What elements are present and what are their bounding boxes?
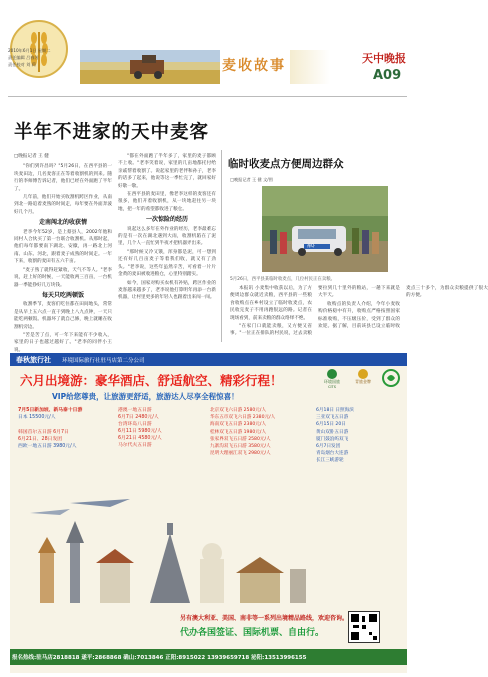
route-line: 长江三峡游轮 xyxy=(316,458,344,464)
column-divider xyxy=(221,150,222,342)
side-article-body xyxy=(230,285,488,343)
main-article-col2 xyxy=(118,153,216,345)
page-code: A09 xyxy=(373,68,402,83)
byline: □晚报记者 王 健 xyxy=(14,154,49,159)
banner-fade xyxy=(290,50,330,84)
side-caption xyxy=(230,276,400,284)
cits-badge xyxy=(318,369,346,391)
photo-plate: 豫Q· xyxy=(307,243,316,248)
main-article-col1 xyxy=(14,153,112,353)
paragraph: 在西平县的麦田里，像老李这样的麦客还有很多，他们开着收割机，从一块地赶往另一块地，把一年的希望都收进了粮仓。 xyxy=(118,192,216,212)
paragraph: 收购点的负责人介绍，今年小麦收购价格稳中有升，收购点严格按照国家标准收购，不压级压价，受到了群众的欢迎。据了解，目前该县已设立临时收麦点三十多个，为群众卖粮提供了很大的方便。 xyxy=(318,286,488,330)
medal-icon xyxy=(358,369,368,379)
ad-col2 xyxy=(118,407,204,449)
qr-code-icon xyxy=(348,611,380,643)
badge-label: 环境国旅 xyxy=(324,379,340,384)
route-line: 昆明大理丽江双飞 2980元/人 xyxy=(210,451,271,457)
date-line: 2010年6月1日 星期二 xyxy=(8,48,51,53)
badge-sub: CITS xyxy=(328,385,336,389)
route-line: 黄山双卧五日游 xyxy=(316,429,349,435)
subhead: 每天只吃两顿饭 xyxy=(41,291,84,299)
paragraph: "苦是苦了点，可一年下来能有不少收入，家里的日子也越过越好了。"老李的同伴小王说。 xyxy=(14,332,112,353)
section-title: 麦收故事 xyxy=(222,58,286,74)
route-line: 厦门鼓浪屿双飞 xyxy=(316,436,349,442)
gold-badge xyxy=(350,369,376,391)
route-line: 韩国首尔五日游 6月7日 xyxy=(18,430,69,435)
route-line: 6月21日、28日发团 xyxy=(18,437,63,442)
ad-col4 xyxy=(316,407,402,465)
editor-line: 责任编辑 吕春芳 xyxy=(8,55,39,60)
route-line: 6月7日发团 xyxy=(316,444,341,450)
route-line: 港澳一地五日游 xyxy=(118,408,152,413)
route-line: 九寨沟双飞五日游 3580元/人 xyxy=(210,444,271,450)
route-line: 三亚双飞五日游 xyxy=(316,415,349,421)
route-line: 6月21日 4580元/人 xyxy=(118,436,162,441)
route-line: 6月18日 日照海滨 xyxy=(316,408,354,413)
harvest-banner-photo xyxy=(80,50,220,84)
caption-text: 5月26日，西平县某临时收麦点，几位村民正在卖粮。 xyxy=(230,277,335,282)
paragraph: 老李今年52岁，是上蔡县人，2002年他和同村人合伙买了第一台联合收割机。从那时起，他们每年都要南下湖北、安徽，再一路北上河南、山东、河北，跟着麦子成熟的时间走。一年下来，收割的麦田有五六千亩。 xyxy=(14,229,112,265)
landmarks-illustration xyxy=(10,473,407,623)
badge-label: 青旅金牌 xyxy=(355,379,371,384)
paragraph: "麦子熟了就得赶紧收，天气不等人。"老李说，赶上好的时候，一天能收两三百亩，一台机器一季能挣好几万块钱。 xyxy=(14,267,112,288)
route-line: 马尔代夫五日游 xyxy=(118,443,152,448)
intro-paragraph: "你们到许昌吗？"5月26日，在西平县的一块麦田边，几名麦客正在等着收割机的到来。随行的李师傅告诉记者，他们已经在外面跑了半年了。 xyxy=(14,164,112,192)
paragraph: 本报讯 小麦集中收获以后，为了方便周边群众就近卖粮，西平县的一些粮食收购点在乡村设立了临时收麦点，农民收完麦子不用再跑很远的路。记者在现场看到，前来卖粮的群众络绎不绝。 xyxy=(230,286,312,321)
ad-col3 xyxy=(210,407,310,457)
route-line: 日本 15500元/人 xyxy=(18,415,56,420)
paper-name: 天中晚报 xyxy=(362,52,406,65)
travel-ad xyxy=(10,353,407,673)
route-line: 6月15日 20日 xyxy=(316,422,346,428)
contact-line: 报名热线:驻马店2818818 遂平:2868868 确山:7013846 正阳:8915022 13939659718 泌阳:13513996155 xyxy=(12,655,307,661)
subhead: 一次惊险的经历 xyxy=(145,216,188,224)
paragraph: 收割季节，麦客们吃住都在田间地头，常常是从早上五六点一直干到晚上八九点钟，一天只能吃两顿饭。机器坏了就自己修，晚上就睡在收割机旁边。 xyxy=(14,302,112,330)
header-rule xyxy=(8,96,407,97)
side-headline: 临时收麦点方便周边群众 xyxy=(228,158,344,170)
paragraph: "那时候又冷又饿，浑身都是泥，可一想到还有好几百亩麦子等着我们收，就又有了劲头。"老李说，这些年虽然辛苦，可看着一片片金黄的麦田被收进粮仓，心里特别踏实。 xyxy=(118,249,216,278)
paragraph: 说起这么多年在外作业的经历，老李最难忘的是有一次在湖北遇到大雨，收割机陷在了泥里，几个人一直忙到半夜才把机器弄出来。 xyxy=(118,226,216,247)
paragraph: "都在外面跑了半年多了，家里的麦子都顾不上收。"老李笑着说，家里的几亩地都托付给亲戚帮着收割了。说起家里的老伴和孙子，老李的话多了起来，他说等这一季忙完了，就回家好好歇一歇。 xyxy=(118,154,216,189)
ad-bottom-line1: 另有澳大利亚、美国、南非等一系列出境精品路线，欢迎咨询。 xyxy=(180,615,349,622)
route-line: 桂林双飞五日游 1980元/人 xyxy=(210,429,267,435)
agency-sub: 环境国际旅行社驻马店第二分公司 xyxy=(62,358,145,364)
main-headline: 半年不进家的天中麦客 xyxy=(14,122,210,143)
route-line: 7月5日新加坡、新马泰十日游 xyxy=(18,408,83,413)
route-line: 6月7日 2480元/人 xyxy=(118,415,159,420)
route-line: 张家界双飞五日游 2580元/人 xyxy=(210,436,271,442)
route-line: 海南双飞五日游 2380元/人 xyxy=(210,422,267,428)
subhead: 走南闯北的收获情 xyxy=(38,219,87,227)
route-line: 台湾环岛八日游 xyxy=(118,422,152,427)
paragraph: 几年前，他们开始买收割机跨区作业，从南到北一路追着麦熟的时间走，每年要在外面奔波好几个月。 xyxy=(14,195,112,215)
globe-icon xyxy=(327,369,337,379)
swirl-logo-icon xyxy=(382,369,400,387)
paragraph: 如今，国家对购买农机有补贴，跨区作业的麦客越来越多了，老李说他打算明年再添一台新机器，让村里更多的年轻人也跟着出来闯一闯。 xyxy=(118,280,216,301)
route-line: 西欧一地五日游 3980元/人 xyxy=(18,444,77,449)
side-byline: □晚报记者 王 健 文/图 xyxy=(230,177,273,182)
agency-name: 春秋旅行社 xyxy=(16,356,51,364)
ad-bottom-line2: 代办各国签证、国际机票、自由行。 xyxy=(180,628,325,638)
ad-col1 xyxy=(18,407,114,450)
masthead xyxy=(0,0,415,100)
ad-banner: 六月出境游：豪华酒店、舒适航空、精彩行程！ xyxy=(20,373,283,388)
route-line: 青岛烟台大连游 xyxy=(316,451,349,457)
side-photo xyxy=(262,186,388,272)
route-line: 北京双飞六日游 2580元/人 xyxy=(210,408,267,413)
paragraph: "在家门口就能卖粮，又方便又省事。"一位正在排队的村民说，过去卖粮要拉到几十里外的粮站，一趟下来就是大半天。 xyxy=(230,286,400,337)
vip-line: VIP给您尊贵，让旅游更舒适，旅游达人尽享全程惊喜！ xyxy=(52,392,239,401)
designer-line: 责任校对 刘 莉 xyxy=(8,62,36,67)
route-line: 6月11日 5980元/人 xyxy=(118,429,162,434)
route-line: 华东五市双飞六日游 2380元/人 xyxy=(210,415,276,421)
